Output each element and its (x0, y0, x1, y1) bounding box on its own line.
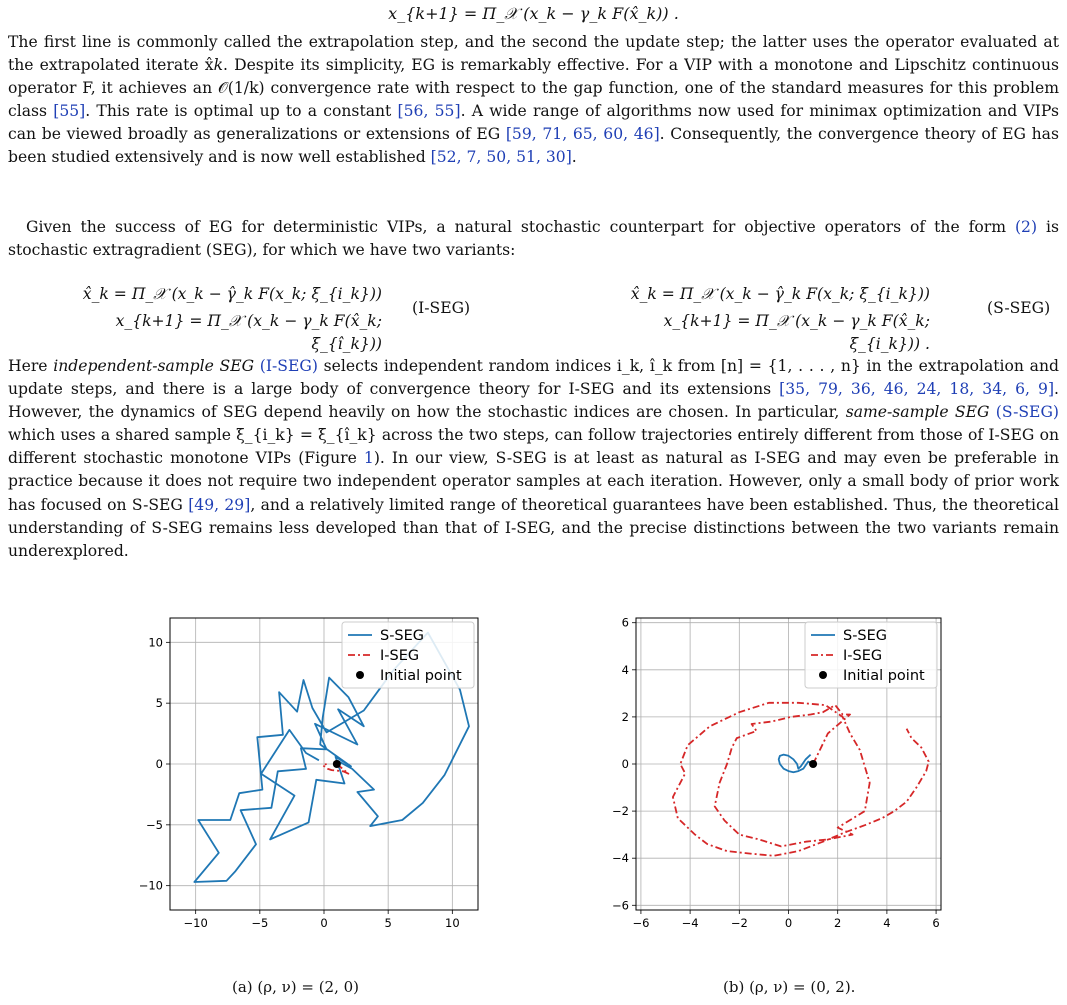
iseg-equation-line2: x_{k+1} = Π_𝒳 (x_k − γ_k F(x̂_k; ξ_{î_k})) (115, 312, 382, 353)
equation-ref-link[interactable]: (I-SEG) (259, 357, 318, 375)
sseg-equation-line1: x̂_k = Π_𝒳 (x_k − γ̂_k F(x_k; ξ_{i_k})) (630, 285, 930, 303)
x-tick-label: −6 (632, 916, 650, 930)
y-tick-label: 5 (155, 696, 163, 711)
legend-label: S-SEG (843, 628, 888, 644)
iseg-tag: (I-SEG) (412, 299, 471, 317)
legend-marker-initial (819, 671, 827, 679)
y-tick-label: 2 (621, 709, 629, 724)
equation-ref-link[interactable]: (S-SEG) (995, 403, 1059, 422)
paragraph-extragradient: The first line is commonly called the extrapolation step, and the second the update step; the latter uses the operator evaluated at the extrapolated iterate x̂k. Despite its simplicity, EG is remarkably effective. For a VIP with a monotone and Lipschitz continuous operator F, it achieves an 𝒪(1/k) convergence rate with respect to the gap function, one of the standard measures for this problem class [55]. This rate is optimal up to a constant [56, 55]. A wide range of algorithms now used for minimax optimization and VIPs can be viewed broadly as generalizations or extensions of EG [59, 71, 65, 60, 46]. Consequently, the convergence theory of EG has been studied extensively and is now well established [52, 7, 50, 51, 30]. (8, 33, 1059, 167)
x-tick-label: −2 (730, 916, 748, 930)
legend-label: I-SEG (843, 648, 883, 664)
trajectory-plot-a (110, 608, 490, 940)
initial-point-marker (333, 760, 341, 768)
citation-link[interactable]: [55] (53, 102, 86, 121)
x-tick-label: 0 (784, 916, 793, 930)
y-tick-label: −5 (146, 817, 163, 832)
iseg-equation-line1: x̂_k = Π_𝒳 (x_k − γ̂_k F(x_k; ξ_{i_k})) (82, 285, 382, 303)
y-tick-label: 0 (621, 757, 629, 771)
figure-caption-b: (b) (ρ, ν) = (0, 2). (723, 978, 856, 996)
y-tick-label: −6 (612, 898, 629, 913)
legend-label: S-SEG (380, 628, 425, 644)
initial-point-marker (809, 760, 817, 768)
y-tick-label: 4 (621, 662, 629, 677)
y-tick-label: 6 (621, 615, 629, 630)
paragraph-seg-variants: Here independent-sample SEG (I-SEG) selects independent random indices i_k, î_k from [n] = {1, . . . , n} in the extrapolation and update steps, and there is a large body of convergence theory for I-SEG and its extensions [35, 79, 36, 46, 24, 18, 34, 6, 9]. However, the dynamics of SEG depend heavily on how the stochastic indices are chosen. In particular, same-sample SEG (S-SEG) which uses a shared sample ξ_{i_k} = ξ_{î_k} across the two steps, can follow trajectories entirely different from those of I-SEG on different stochastic monotone VIPs (Figure 1). In our view, S-SEG is at least as natural as I-SEG and may even be preferable in practice because it does not require two independent operator samples at each iteration. However, only a small body of prior work has focused on S-SEG [49, 29], and a relatively limited range of theoretical guarantees have been established. Thus, the theoretical understanding of S-SEG remains less developed than that of I-SEG, and the precise distinctions between the two variants remain underexplored. (8, 357, 1060, 560)
legend-marker-initial (356, 671, 364, 679)
x-tick-label: 6 (932, 916, 940, 930)
paragraph-seg-intro: Given the success of EG for deterministic VIPs, a natural stochastic counterpart for objective operators of the form (2) is stochastic extragradient (SEG), for which we have two variants: (8, 218, 1059, 260)
x-tick-label: −10 (183, 916, 208, 930)
legend-label: Initial point (843, 668, 925, 684)
citation-link[interactable]: [49, 29] (188, 495, 251, 514)
citation-link[interactable]: [59, 71, 65, 60, 46] (505, 125, 660, 144)
legend-label: I-SEG (380, 648, 420, 664)
sseg-trajectory (779, 755, 813, 773)
trajectory-plot-b (590, 608, 960, 940)
iseg-trajectory (673, 703, 929, 856)
figure-caption-a: (a) (ρ, ν) = (2, 0) (232, 978, 360, 996)
x-tick-label: 4 (883, 916, 891, 930)
citation-link[interactable]: [52, 7, 50, 51, 30] (430, 148, 572, 167)
figure-ref-link[interactable]: 1 (363, 449, 374, 468)
sseg-tag: (S-SEG) (987, 299, 1051, 317)
x-tick-label: 10 (445, 916, 460, 930)
equation-ref-link[interactable]: (2) (1014, 218, 1038, 236)
x-tick-label: −5 (251, 916, 269, 930)
y-tick-label: −10 (138, 878, 163, 893)
citation-link[interactable]: [56, 55] (397, 102, 461, 121)
x-tick-label: 0 (320, 916, 328, 930)
y-tick-label: 10 (148, 635, 163, 650)
x-tick-label: 2 (834, 916, 842, 930)
legend-label: Initial point (380, 668, 462, 684)
sseg-equation-line2: x_{k+1} = Π_𝒳 (x_k − γ_k F(x̂_k; ξ_{i_k})) . (663, 312, 930, 353)
equation-update-step: x_{k+1} = Π_𝒳 (x_k − γ_k F(x̂_k)) . (388, 4, 679, 23)
y-tick-label: 0 (155, 757, 163, 771)
x-tick-label: −4 (681, 916, 699, 930)
y-tick-label: −2 (612, 804, 629, 819)
x-tick-label: 5 (384, 916, 392, 930)
citation-link[interactable]: [35, 79, 36, 46, 24, 18, 34, 6, 9] (779, 380, 1055, 399)
y-tick-label: −4 (612, 851, 629, 866)
